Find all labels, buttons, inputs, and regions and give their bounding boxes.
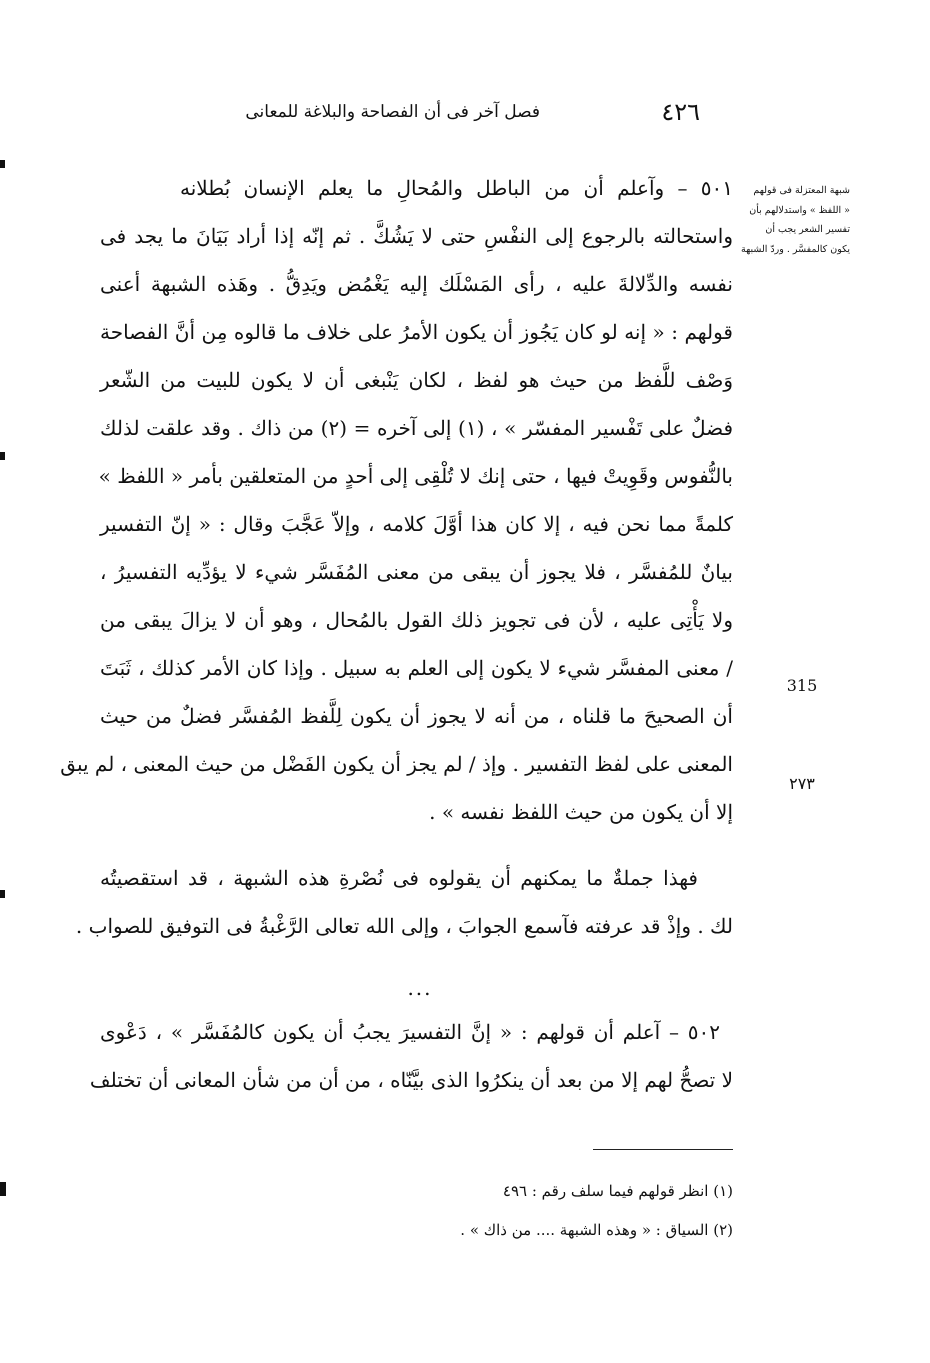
running-title: فصل آخر فى أن الفصاحة والبلاغة للمعانى bbox=[245, 102, 540, 122]
section-separator: ... bbox=[407, 976, 433, 1000]
edition-page-ref: 315 bbox=[786, 676, 818, 695]
side-note-line: تفسير الشعر يجب أن bbox=[765, 224, 850, 235]
scan-edge-mark bbox=[0, 160, 5, 168]
side-note-line: شبهة المعتزلة فى قولهم bbox=[753, 185, 850, 196]
text-line: نفسه والدِّلالةَ عليه ، رأى المَسْلَك إليه يَغْمُض ويَدِقُّ . وهَذه الشبهة أعنى bbox=[100, 272, 733, 296]
text-line: وَصْف للَّفظ من حيث هو لفظ ، لكان يَنْبغى أن لا يكون للبيت من الشّعر bbox=[100, 368, 733, 392]
text-line: إلا أن يكون من حيث اللفظ نفسه » . bbox=[429, 800, 733, 824]
text-line: / معنى المفسَّر شيء لا يكون إلى العلم به سبيل . وإذا كان الأمر كذلك ، ثَبَتَ bbox=[100, 656, 733, 680]
text-line: المعنى على لفظ التفسير . وإذ / لم يجز أن يكون الفَضْل من حيث المعنى ، لم يبق bbox=[60, 752, 733, 776]
text-line: أن الصحيحَ ما قلناه ، من أنه لا يجوز أن يكون لِلَّفظ المُفسَّر فضلٌ من حيث bbox=[100, 704, 733, 728]
text-line: لك . وإذْ قد عرفته فآسمع الجوابَ ، وإلى الله تعالى الرَّغْبةُ فى التوفيق للصواب . bbox=[75, 914, 733, 938]
text-line: واستحالته بالرجوع إلى النفْسِ حتى لا يَشُكَّ . ثم إنّه إذا أراد بَيَانَ ما يجد فى bbox=[100, 224, 733, 248]
text-line: ٥٠٢ – آعلم أن قولهم : « إنَّ التفسيرَ يجبُ أن يكون كالمُفَسَّر » ، دَعْوى bbox=[100, 1020, 720, 1044]
page-number: ٤٢٦ bbox=[661, 98, 700, 126]
scan-edge-mark bbox=[0, 890, 5, 898]
scan-edge-mark bbox=[0, 452, 5, 460]
text-line: لا تصحُّ لهم إلا من بعد أن ينكرُوا الذى بيَّنّاه ، من أن من شأن المعانى أن تختلف bbox=[89, 1068, 733, 1092]
text-line: بيانٌ للمُفسَّر ، فلا يجوز أن يبقى من معنى المُفَسَّر شيء لا يؤدِّيه التفسيرُ ، bbox=[100, 560, 733, 584]
text-line: فهذا جملةٌ ما يمكنهم أن يقولوه فى نُصْرةِ هذه الشبهة ، قد استقصيتُه bbox=[100, 866, 698, 890]
text-line: ٥٠١ – وآعلم أن من الباطل والمُحالِ ما يعلم الإنسان بُطلانه bbox=[180, 176, 733, 200]
text-line: بالنُّفوس وقَوِيتْ فيها ، حتى إنك لا تُلْقِى إلى أحدٍ من المتعلقين بأمر « اللفظ » bbox=[98, 464, 733, 488]
header-rule bbox=[96, 132, 736, 133]
edition-page-ref: ٢٧٣ bbox=[789, 774, 815, 793]
side-note-line: « اللفظ » واستدلالهم بأن bbox=[749, 204, 850, 216]
footnote: (١) انظر قولهم فيما سلف رقم : ٤٩٦ bbox=[502, 1182, 733, 1200]
side-note bbox=[740, 181, 850, 259]
text-line: فضلٌ على تَفْسير المفسّر » ، (١) إلى آخره = (٢) من ذاك . وقد علقت لذلك bbox=[100, 416, 734, 440]
footnote-rule bbox=[593, 1149, 733, 1150]
footnote: (٢) السياق : « وهذه الشبهة .... من ذاك » . bbox=[460, 1221, 733, 1239]
side-note-line: يكون كالمفسَّر . وردّ الشبهة bbox=[741, 243, 850, 255]
scan-edge-mark bbox=[0, 1182, 6, 1196]
text-line: ولا يَأْتِى عليه ، لأن فى تجويز ذلك القول بالمُحال ، وهو أن لا يزالَ يبقى من bbox=[100, 608, 733, 632]
text-line: قولهم : « إنه لو كان يَجُوز أن يكون الأمرُ على خلاف ما قالوه مِن أنَّ الفصاحة bbox=[100, 320, 733, 344]
text-line: كلمةً مما نحن فيه ، إلا كان هذا أوَّلَ كلامه ، وإلاّ عَجَّبَ وقال : « إنّ التفسير bbox=[100, 512, 733, 536]
